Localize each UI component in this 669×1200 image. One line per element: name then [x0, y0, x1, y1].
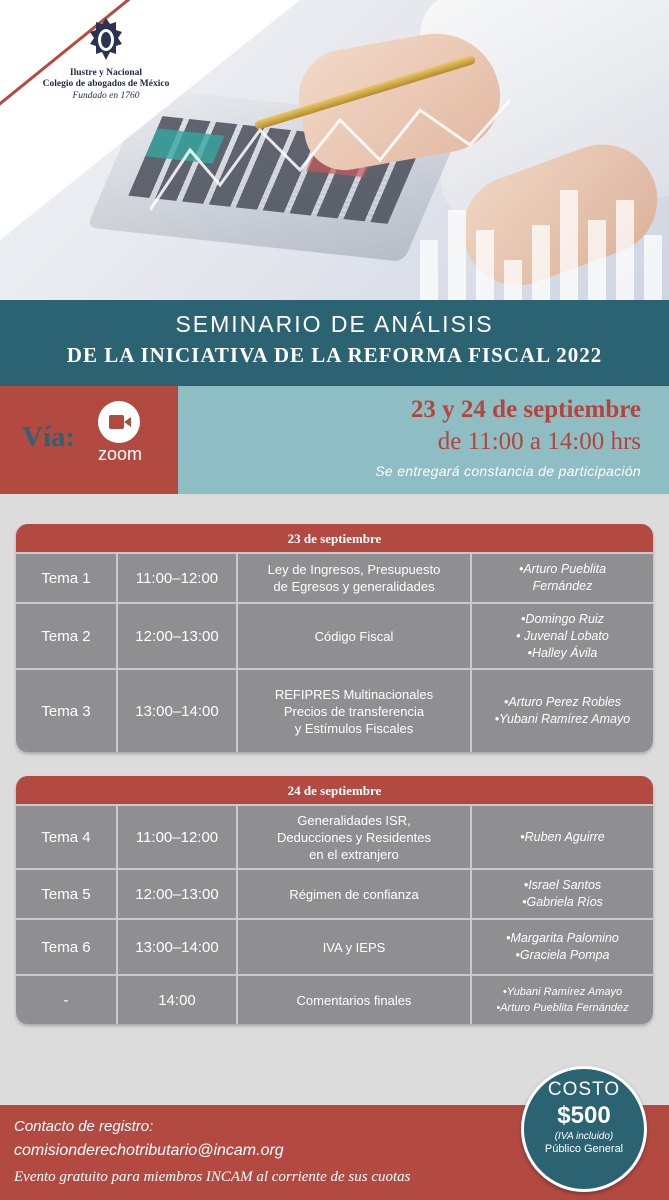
topic-cell [236, 806, 470, 868]
speaker-name: •Margarita Palomino [506, 931, 619, 945]
speakers-cell [470, 554, 653, 602]
topic-cell [236, 920, 470, 974]
speaker-name: •Arturo Perez Robles [504, 695, 621, 709]
via-panel [0, 386, 178, 494]
time-cell: 12:00–13:00 [116, 604, 236, 668]
table-header-day1: 23 de septiembre [16, 524, 653, 552]
dates-panel [178, 386, 669, 494]
time-cell: 13:00–14:00 [116, 670, 236, 752]
cost-label: COSTO [547, 1079, 621, 1100]
tema-cell: Tema 5 [41, 885, 91, 903]
decor-bar [616, 200, 634, 300]
decor-bar [476, 230, 494, 300]
decor-bar [532, 225, 550, 300]
logo-line-2: Colegio de abogados de México [42, 79, 170, 89]
speakers-cell [470, 976, 653, 1024]
crest-icon [86, 16, 126, 62]
table-row [16, 668, 653, 752]
via-label: Vía: [22, 421, 76, 453]
topic-line: Régimen de confianza [289, 886, 419, 902]
table-row [16, 804, 653, 868]
certificate-note: Se entregará constancia de participación [375, 463, 641, 479]
tema-cell: Tema 1 [41, 569, 91, 587]
speaker-name: •Israel Santos [523, 878, 602, 892]
topic-cell [236, 604, 470, 668]
topic-line: de Egresos y generalidades [273, 579, 435, 594]
tema-cell: - [63, 991, 69, 1009]
topic-line: IVA y IEPS [322, 939, 386, 955]
speaker-name: •Ruben Aguirre [520, 829, 605, 844]
decor-bar [644, 235, 662, 300]
event-days: 23 y 24 de septiembre [410, 396, 641, 423]
topic-line: Generalidades ISR, [297, 812, 411, 828]
hero-image [0, 0, 669, 300]
speaker-name: •Domingo Ruiz [521, 611, 604, 626]
speaker-name: •Arturo Pueblita Fernández [496, 1002, 629, 1014]
tema-cell: Tema 3 [41, 702, 91, 720]
logo-line-1: Ilustre y Nacional [69, 68, 143, 78]
title-line-2: DE LA INICIATIVA DE LA REFORMA FISCAL 2022 [66, 343, 603, 367]
schedule-table-day1 [16, 524, 653, 752]
speaker-name: •Gabriela Ríos [522, 895, 603, 909]
topic-line: en el extranjero [309, 846, 399, 862]
table-header-day2: 24 de septiembre [16, 776, 653, 804]
topic-line: Código Fiscal [314, 628, 394, 644]
contact-email-link[interactable]: comisionderechotributario@incam.org [14, 1142, 284, 1159]
time-cell: 13:00–14:00 [116, 920, 236, 974]
decor-bar [560, 190, 578, 300]
cost-badge [521, 1066, 647, 1192]
topic-line: REFIPRES Multinacionales [274, 686, 434, 702]
title-line-1: SEMINARIO DE ANÁLISIS [175, 311, 494, 337]
topic-cell [236, 670, 470, 752]
decor-bar [448, 210, 466, 300]
table-row [16, 552, 653, 602]
time-cell: 11:00–12:00 [116, 806, 236, 868]
speaker-name: •Yubani Ramírez Amayo [502, 986, 623, 998]
topic-line: y Estímulos Fiscales [294, 720, 414, 736]
tema-cell: Tema 2 [41, 627, 91, 645]
contact-label: Contacto de registro: [14, 1118, 154, 1135]
table-row [16, 602, 653, 668]
event-hours: de 11:00 a 14:00 hrs [437, 428, 641, 455]
tema-cell: Tema 4 [41, 828, 91, 846]
speakers-cell [470, 806, 653, 868]
table-row [16, 918, 653, 974]
speakers-cell [470, 670, 653, 752]
speaker-name: •Halley Ávila [527, 645, 598, 660]
cost-iva-note: (IVA incluido) [554, 1131, 614, 1142]
topic-line: Precios de transferencia [283, 703, 425, 719]
topic-line: Comentarios finales [296, 992, 412, 1008]
topic-cell [236, 554, 470, 602]
speakers-cell [470, 870, 653, 918]
speaker-name: •Graciela Pompa [515, 948, 610, 962]
camera-lens-icon [124, 417, 131, 427]
decor-bar [504, 260, 522, 300]
cost-price: $500 [557, 1102, 611, 1129]
time-cell: 14:00 [116, 976, 236, 1024]
incam-logo [26, 16, 186, 101]
table-row [16, 868, 653, 918]
topic-line: Deducciones y Residentes [277, 829, 431, 845]
speakers-cell [470, 604, 653, 668]
free-event-note: Evento gratuito para miembros INCAM al corriente de sus cuotas [14, 1169, 411, 1185]
zoom-wordmark: zoom [97, 444, 142, 464]
speaker-name: •Yubani Ramírez Amayo [494, 712, 631, 726]
table-row [16, 974, 653, 1024]
topic-cell [236, 976, 470, 1024]
speaker-name: • Juvenal Lobato [516, 628, 609, 643]
camera-body-icon [109, 415, 124, 429]
title-band [0, 300, 669, 386]
speaker-name: Fernández [532, 579, 593, 593]
time-cell: 12:00–13:00 [116, 870, 236, 918]
time-cell: 11:00–12:00 [116, 554, 236, 602]
topic-cell [236, 870, 470, 918]
schedule-table-day2 [16, 776, 653, 1024]
topic-line: Ley de Ingresos, Presupuesto [267, 562, 441, 577]
speakers-cell [470, 920, 653, 974]
speaker-name: •Arturo Pueblita [518, 562, 607, 576]
logo-founded: Fundado en 1760 [72, 91, 140, 101]
decor-bar [588, 220, 606, 300]
cost-audience: Público General [544, 1143, 624, 1155]
decor-bar [420, 240, 438, 300]
tema-cell: Tema 6 [41, 938, 91, 956]
